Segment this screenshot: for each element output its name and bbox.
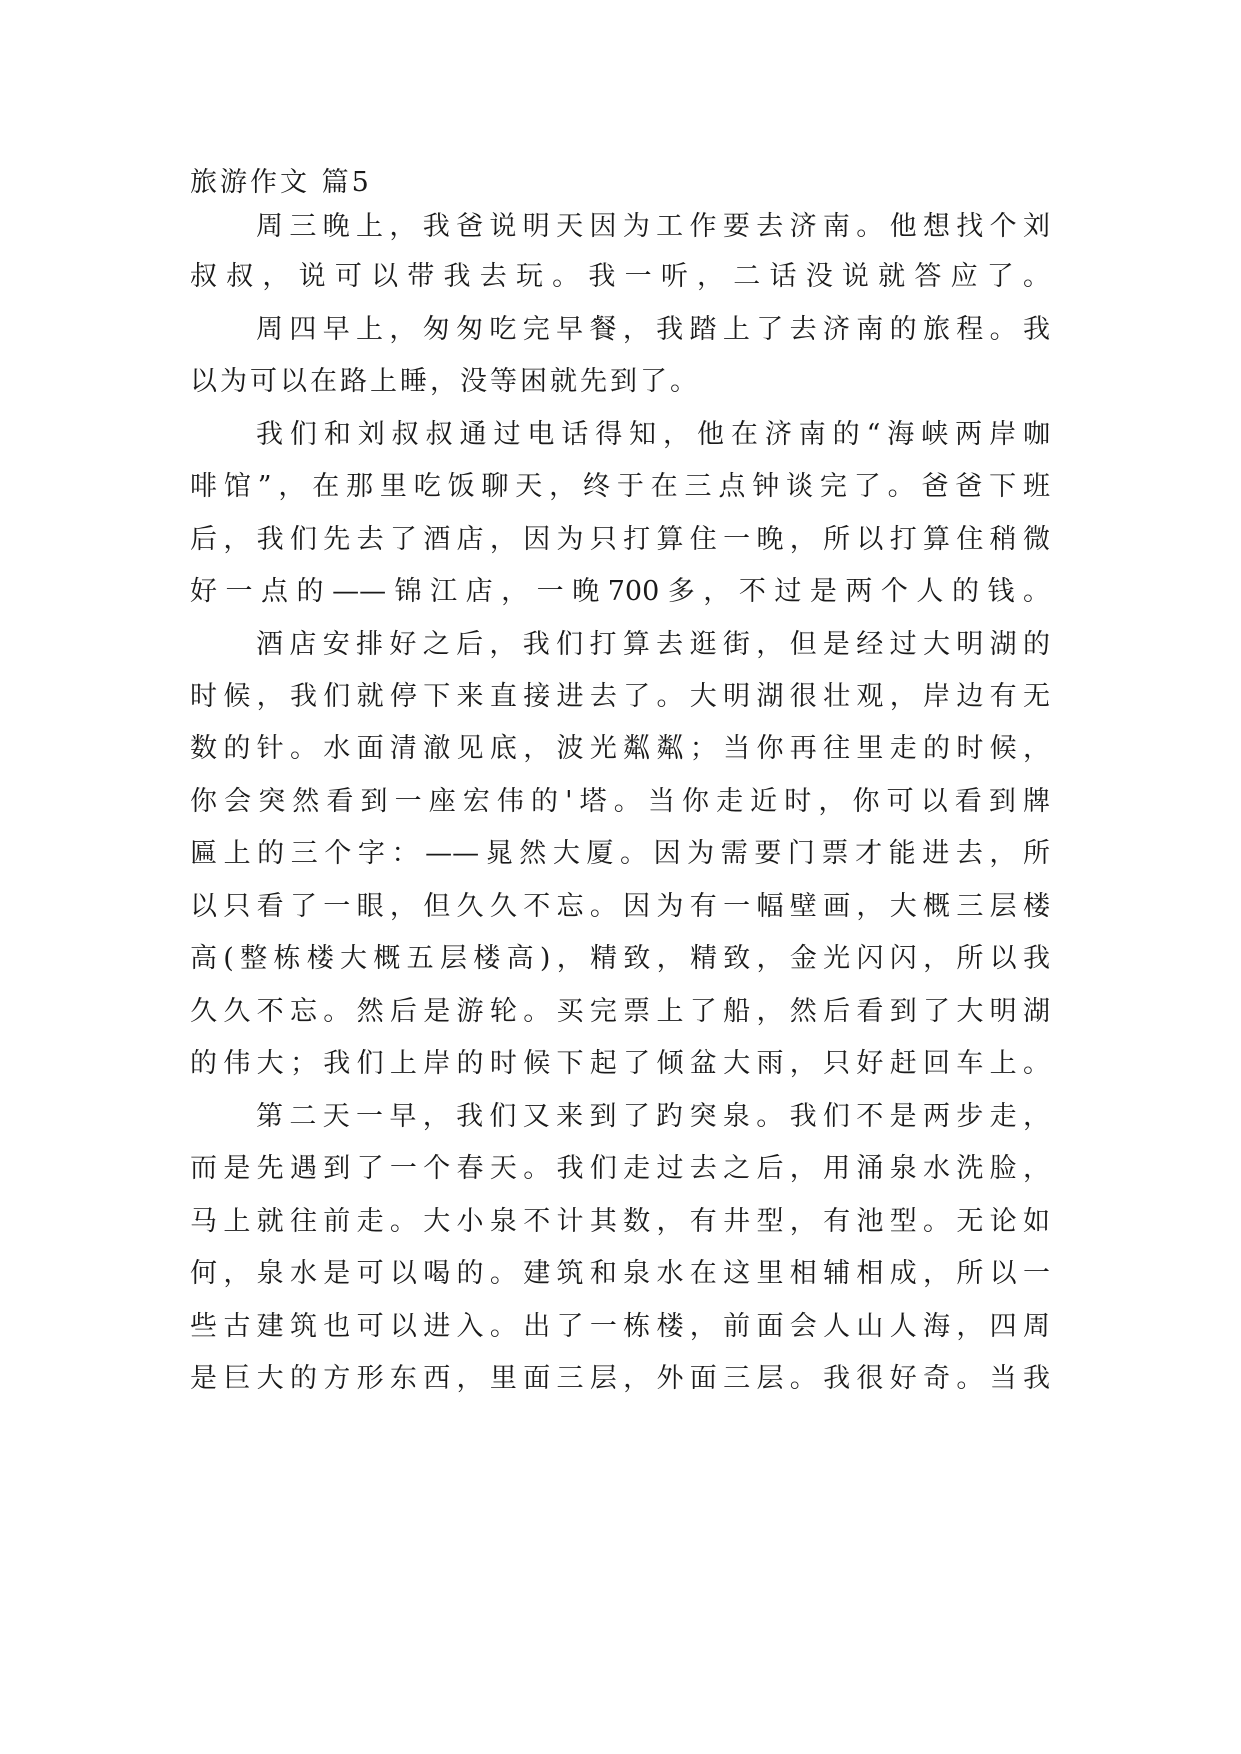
- text-line-15: 高(整栋楼大概五层楼高)，精致，精致，金光闪闪，所以我: [190, 943, 1050, 974]
- text-line-19: 而是先遇到了一个春天。我们走过去之后，用涌泉水洗脸，: [190, 1153, 1050, 1184]
- text-line-16: 久久不忘。然后是游轮。买完票上了船，然后看到了大明湖: [190, 996, 1050, 1027]
- text-line-17: 的伟大；我们上岸的时候下起了倾盆大雨，只好赶回车上。: [190, 1048, 1050, 1079]
- document-title: 旅游作文 篇5: [190, 167, 372, 198]
- text-line-12: 你会突然看到一座宏伟的'塔。当你走近时，你可以看到牌: [190, 786, 1050, 817]
- text-line-6: 啡馆”，在那里吃饭聊天，终于在三点钟谈完了。爸爸下班: [190, 471, 1050, 502]
- text-line-5: 我们和刘叔叔通过电话得知，他在济南的“海峡两岸咖: [256, 419, 1050, 450]
- text-line-7: 后，我们先去了酒店，因为只打算住一晚，所以打算住稍微: [190, 524, 1050, 555]
- text-line-3: 周四早上，匆匆吃完早餐，我踏上了去济南的旅程。我: [256, 314, 1050, 345]
- text-line-2: 叔叔，说可以带我去玩。我一听，二话没说就答应了。: [190, 261, 1050, 292]
- text-line-11: 数的针。水面清澈见底，波光粼粼；当你再往里走的时候，: [190, 733, 1050, 764]
- text-line-8: 好一点的——锦江店，一晚700多，不过是两个人的钱。: [190, 576, 1050, 607]
- text-line-20: 马上就往前走。大小泉不计其数，有井型，有池型。无论如: [190, 1206, 1050, 1237]
- text-line-23: 是巨大的方形东西，里面三层，外面三层。我很好奇。当我: [190, 1363, 1050, 1394]
- text-line-22: 些古建筑也可以进入。出了一栋楼，前面会人山人海，四周: [190, 1311, 1050, 1342]
- text-line-10: 时候，我们就停下来直接进去了。大明湖很壮观，岸边有无: [190, 681, 1050, 712]
- text-line-9: 酒店安排好之后，我们打算去逛街，但是经过大明湖的: [256, 629, 1050, 660]
- text-line-14: 以只看了一眼，但久久不忘。因为有一幅壁画，大概三层楼: [190, 891, 1050, 922]
- text-line-4: 以为可以在路上睡，没等困就先到了。: [190, 366, 700, 397]
- text-line-18: 第二天一早，我们又来到了趵突泉。我们不是两步走，: [256, 1101, 1050, 1132]
- text-line-1: 周三晚上，我爸说明天因为工作要去济南。他想找个刘: [256, 211, 1050, 242]
- text-line-21: 何，泉水是可以喝的。建筑和泉水在这里相辅相成，所以一: [190, 1258, 1050, 1289]
- text-line-13: 匾上的三个字：——晁然大厦。因为需要门票才能进去，所: [190, 838, 1050, 869]
